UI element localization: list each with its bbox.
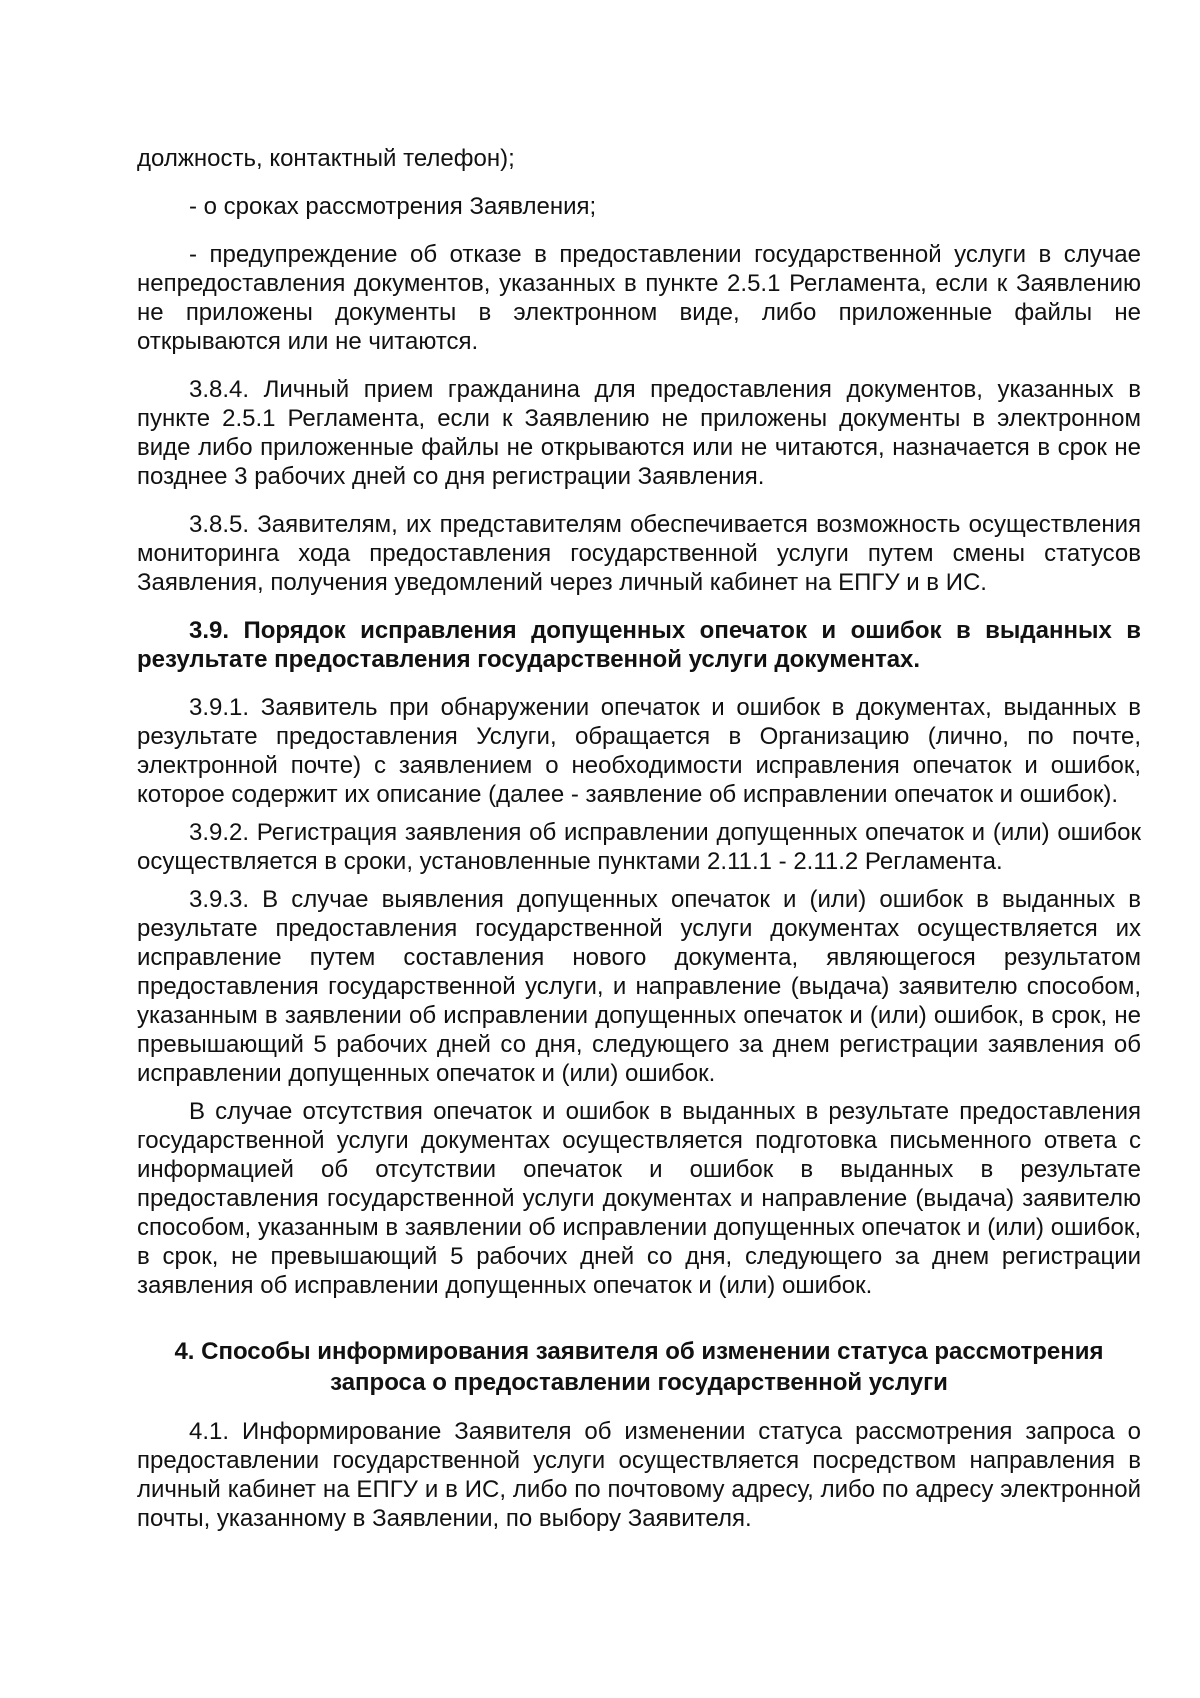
paragraph-3-9-3: 3.9.3. В случае выявления допущенных опечаток и (или) ошибок в выданных в результате предоставления государственной услуги документах осуществляется их исправление путем составления нового документа, являющегося результатом предоставления государственной услуги, и направление (выдача) заявителю способом, указанным в заявлении об исправлении допущенных опечаток и (или) ошибок, в срок, не превышающий 5 рабочих дней со дня, следующего за днем регистрации заявления об исправлении допущенных опечаток и (или) ошибок. xyxy=(137,886,1141,1087)
paragraph-4-1: 4.1. Информирование Заявителя об изменении статуса рассмотрения запроса о предоставлении государственной услуги осуществляется посредством направления в личный кабинет на ЕПГУ и в ИС, либо по почтовому адресу, либо по адресу электронной почты, указанному в Заявлении, по выбору Заявителя. xyxy=(137,1418,1141,1532)
section-heading-4-line1: 4. Способы информирования заявителя об изменении статуса рассмотрения xyxy=(174,1338,1104,1365)
paragraph-refusal-warning: - предупреждение об отказе в предоставлении государственной услуги в случае непредоставления документов, указанных в пункте 2.5.1 Регламента, если к Заявлению не приложены документы в электронном виде, либо приложенные файлы не открываются или не читаются. xyxy=(137,241,1141,355)
paragraph-review-terms: - о сроках рассмотрения Заявления; xyxy=(189,193,597,220)
paragraph-3-9-2: 3.9.2. Регистрация заявления об исправлении допущенных опечаток и (или) ошибок осуществляется в сроки, установленные пунктами 2.11.1 - 2.11.2 Регламента. xyxy=(137,819,1141,875)
paragraph-continuation: должность, контактный телефон); xyxy=(137,145,515,172)
section-heading-3-9: 3.9. Порядок исправления допущенных опечаток и ошибок в выданных в результате предоставления государственной услуги документах. xyxy=(137,617,1141,673)
paragraph-3-9-1: 3.9.1. Заявитель при обнаружении опечаток и ошибок в документах, выданных в результате предоставления Услуги, обращается в Организацию (лично, по почте, электронной почте) с заявлением о необходимости исправления опечаток и ошибок, которое содержит их описание (далее - заявление об исправлении опечаток и ошибок). xyxy=(137,694,1141,808)
section-heading-4 xyxy=(137,1336,1141,1398)
paragraph-3-8-5: 3.8.5. Заявителям, их представителям обеспечивается возможность осуществления мониторинга хода предоставления государственной услуги путем смены статусов Заявления, получения уведомлений через личный кабинет на ЕПГУ и в ИС. xyxy=(137,511,1141,596)
paragraph-no-errors: В случае отсутствия опечаток и ошибок в выданных в результате предоставления государственной услуги документах осуществляется подготовка письменного ответа с информацией об отсутствии опечаток и ошибок в выданных в результате предоставления государственной услуги документах и направление (выдача) заявителю способом, указанным в заявлении об исправлении допущенных опечаток и (или) ошибок, в срок, не превышающий 5 рабочих дней со дня, следующего за днем регистрации заявления об исправлении допущенных опечаток и (или) ошибок. xyxy=(137,1098,1141,1299)
document-page xyxy=(137,144,1141,1533)
paragraph-3-8-4: 3.8.4. Личный прием гражданина для предоставления документов, указанных в пункте 2.5.1 Регламента, если к Заявлению не приложены документы в электронном виде либо приложенные файлы не открываются или не читаются, назначается в срок не позднее 3 рабочих дней со дня регистрации Заявления. xyxy=(137,376,1141,490)
section-heading-4-line2: запроса о предоставлении государственной услуги xyxy=(330,1369,948,1396)
